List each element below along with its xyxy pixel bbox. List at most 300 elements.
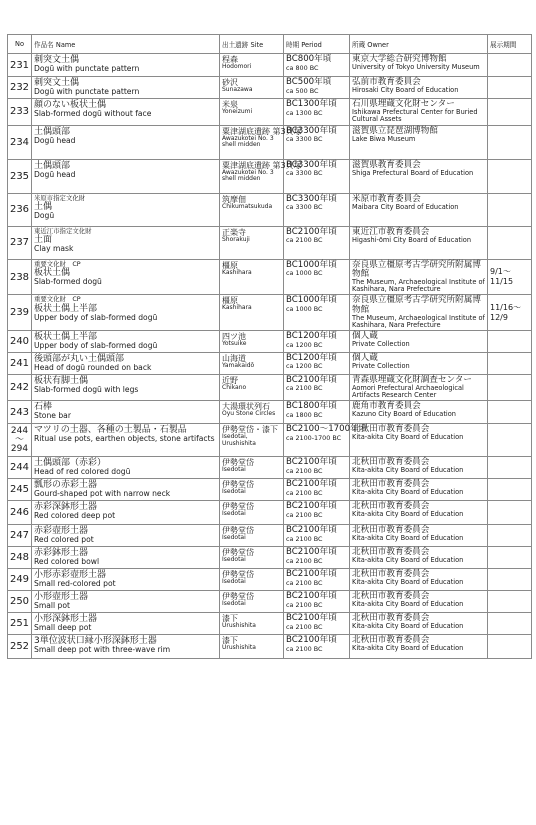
site-en: Isedotai	[222, 510, 246, 518]
cell-period	[284, 193, 350, 226]
item-name-jp: 小形赤彩壺形土器	[34, 570, 107, 581]
cell-name	[32, 77, 220, 99]
cell-period	[284, 401, 350, 424]
owner-jp: 北秋田市教育委員会	[352, 424, 430, 435]
site-en: Kashihara	[222, 304, 252, 312]
site-en: Isedotai	[222, 466, 246, 474]
item-name-jp: 3単位波状口縁小形深鉢形土器	[34, 636, 157, 647]
period-en: ca 1200 BC	[286, 362, 323, 371]
site-jp: 漆下	[222, 636, 238, 646]
cell-exhibit-period	[488, 77, 532, 99]
cell-no: 238	[8, 259, 32, 295]
item-name-en: Slab-formed dogū without face	[34, 109, 152, 118]
cell-period	[284, 424, 368, 457]
cell-name	[32, 479, 220, 501]
period-jp: BC800年頃	[286, 54, 332, 64]
cell-site	[220, 501, 284, 525]
owner-en: Kita-akita City Board of Education	[352, 600, 464, 609]
owner-en: Higashi-ōmi City Board of Education	[352, 235, 471, 244]
cell-owner	[350, 591, 488, 613]
item-name-jp: 板状土偶上半部	[34, 332, 98, 343]
item-name-jp: 後頭部が丸い土偶頭部	[34, 353, 125, 364]
cell-site	[220, 295, 284, 331]
cell-period	[284, 635, 350, 659]
cell-no: 248	[8, 547, 32, 569]
period-en: ca 2100 BC	[286, 556, 323, 565]
site-jp: 近野	[222, 375, 238, 385]
cell-site	[220, 525, 284, 547]
cell-name	[32, 331, 220, 352]
cell-site	[220, 125, 302, 159]
table-row	[8, 635, 532, 659]
cell-period	[284, 77, 350, 99]
period-en: ca 1200 BC	[286, 340, 323, 349]
period-jp: BC2100～1700年頃	[286, 424, 368, 435]
item-name-jp: 赤彩深鉢形土器	[34, 502, 98, 513]
site-jp: 大湯環状列石	[222, 402, 270, 412]
cell-site	[220, 547, 284, 569]
table-row	[8, 295, 532, 331]
header-site-en: Site	[250, 41, 264, 49]
table-row	[8, 352, 532, 374]
owner-en: Lake Biwa Museum	[352, 134, 416, 143]
cell-exhibit-period	[488, 226, 532, 259]
owner-en: Kita-akita City Board of Education	[352, 510, 464, 519]
item-name-en: Slab-formed dogū with legs	[34, 384, 139, 394]
site-en: Isedotai	[222, 534, 246, 542]
period-jp: BC2100年頃	[286, 569, 337, 580]
cell-exhibit-period	[488, 591, 532, 613]
item-name-en: Small deep pot	[34, 623, 92, 633]
item-name-jp: マツリの土器、各種の土製品・石製品	[34, 425, 187, 436]
cell-period	[284, 54, 350, 77]
table-row	[8, 331, 532, 352]
cell-owner	[350, 479, 488, 501]
site-en: Oyu Stone Circles	[222, 410, 276, 418]
owner-jp: 弘前市教育委員会	[352, 77, 421, 87]
cell-no: 250	[8, 591, 32, 613]
period-jp: BC2100年頃	[286, 591, 337, 602]
site-jp: 山海道	[222, 353, 246, 363]
cell-no: 236	[8, 193, 32, 226]
period-en: ca 2100 BC	[286, 644, 323, 653]
cell-period	[284, 479, 350, 501]
cell-no: 233	[8, 99, 32, 126]
period-jp: BC1300年頃	[286, 99, 337, 109]
owner-en: Kita-akita City Board of Education	[352, 488, 464, 497]
cell-name	[32, 159, 220, 193]
period-jp: BC2100年頃	[286, 525, 337, 536]
exhibit-table	[7, 34, 532, 659]
cell-no: 251	[8, 613, 32, 635]
site-en: Urushishita	[222, 622, 256, 630]
cell-exhibit-period	[488, 193, 532, 226]
site-jp: 橿原	[222, 260, 238, 270]
cell-exhibit-period	[488, 401, 532, 424]
cell-exhibit-period	[488, 54, 532, 77]
table-row	[8, 424, 532, 457]
period-en: ca 1000 BC	[286, 305, 323, 314]
owner-en: Kazuno City Board of Education	[352, 410, 456, 419]
site-en: Isedotai	[222, 600, 246, 608]
table-row	[8, 547, 532, 569]
site-jp: 伊勢堂岱	[222, 480, 254, 490]
cell-period	[284, 569, 350, 591]
header-period-jp: 時期	[286, 41, 300, 49]
cell-owner	[350, 525, 488, 547]
site-jp: 程森	[222, 55, 238, 64]
owner-jp: 東近江市教育委員会	[352, 226, 430, 237]
cell-owner	[350, 295, 488, 331]
site-en: Isedotai	[222, 578, 246, 586]
table-row	[8, 125, 532, 159]
period-jp: BC1000年頃	[286, 259, 337, 270]
owner-en: Kita-akita City Board of Education	[352, 578, 464, 587]
item-name-jp: 瓢形の赤彩土器	[34, 480, 98, 491]
owner-en: The Museum, Archaeological Institute of Kashihara, Nara Prefecture	[352, 313, 485, 330]
owner-jp: 青森県埋蔵文化財調査センター	[352, 374, 472, 385]
cell-period	[284, 295, 350, 331]
owner-en: Kita-akita City Board of Education	[352, 644, 464, 653]
owner-jp: 奈良県立橿原考古学研究所附属博物館	[352, 295, 481, 315]
cell-no: 240	[8, 331, 32, 352]
cell-site	[220, 193, 284, 226]
designation-note: 重要文化財 CP	[34, 295, 81, 304]
item-name-en: Dogū with punctate pattern	[34, 64, 140, 73]
cell-no: 235	[8, 159, 32, 193]
item-name-en: Small red-colored pot	[34, 579, 116, 589]
table-row	[8, 77, 532, 99]
period-en: ca 2100 BC	[286, 466, 323, 475]
period-en: ca 2100 BC	[286, 534, 323, 543]
cell-period	[284, 259, 350, 295]
owner-en: Kita-akita City Board of Education	[352, 556, 464, 565]
cell-exhibit-period	[488, 569, 532, 591]
item-name-en: Head of red colored dogū	[34, 467, 131, 477]
item-name-en: Dogū head	[34, 169, 76, 179]
table-row	[8, 99, 532, 126]
table-row	[8, 591, 532, 613]
owner-jp: 石川県埋蔵文化財センター	[352, 99, 455, 109]
cell-period	[284, 352, 350, 374]
site-en: Chikumatsukuda	[222, 202, 273, 210]
cell-owner	[350, 125, 488, 159]
site-jp: 伊勢堂岱	[222, 458, 254, 468]
cell-name	[32, 613, 220, 635]
cell-no: 243	[8, 401, 32, 424]
cell-no: 237	[8, 226, 32, 259]
site-jp: 粟津湖底遺跡 第3貝塚	[222, 160, 302, 170]
table-row	[8, 525, 532, 547]
cell-period	[284, 159, 350, 193]
exhibit-list-page	[7, 34, 531, 659]
table-row	[8, 54, 532, 77]
cell-exhibit-period	[488, 613, 532, 635]
owner-jp: 鹿角市教育委員会	[352, 401, 421, 412]
cell-exhibit-period	[488, 352, 532, 374]
owner-jp: 北秋田市教育委員会	[352, 501, 430, 512]
period-jp: BC500年頃	[286, 77, 332, 87]
cell-site	[220, 226, 284, 259]
cell-no: 242	[8, 374, 32, 401]
site-en: Isedotai, Urushishita	[222, 433, 256, 448]
cell-site	[220, 569, 284, 591]
period-en: ca 2100 BC	[286, 488, 323, 497]
item-name-jp: 板状土偶上半部	[34, 303, 98, 314]
item-name-en: Dogū head	[34, 135, 76, 145]
cell-period	[284, 547, 350, 569]
header-owner-jp: 所蔵	[352, 41, 366, 49]
item-name-jp: 板状土偶	[34, 267, 71, 278]
cell-site	[220, 479, 284, 501]
cell-period	[284, 457, 350, 479]
site-en: Yotsuike	[222, 340, 247, 348]
period-en: ca 800 BC	[286, 63, 319, 72]
table-row	[8, 401, 532, 424]
site-jp: 米泉	[222, 100, 238, 109]
site-en: Hodomori	[222, 63, 252, 70]
item-name-jp: 赤彩壺形土器	[34, 526, 89, 537]
period-en: ca 3300 BC	[286, 135, 323, 144]
cell-name	[32, 635, 220, 659]
cell-exhibit-period	[488, 479, 532, 501]
owner-en: Kita-akita City Board of Education	[352, 466, 464, 475]
owner-jp: 北秋田市教育委員会	[352, 525, 430, 536]
site-en: Yamakaidō	[222, 361, 255, 369]
header-name	[32, 35, 220, 54]
cell-name	[32, 374, 220, 401]
header-site-jp: 出土遺跡	[222, 41, 249, 49]
cell-no: 241	[8, 352, 32, 374]
period-en: ca 2100-1700 BC	[286, 433, 342, 442]
period-en: ca 1800 BC	[286, 410, 323, 419]
owner-en: Kita-akita City Board of Education	[352, 433, 464, 442]
cell-name	[32, 54, 220, 77]
site-jp: 伊勢堂岱	[222, 502, 254, 512]
cell-name	[32, 125, 220, 159]
owner-jp: 北秋田市教育委員会	[352, 635, 430, 646]
site-en: Isedotai	[222, 488, 246, 496]
cell-site	[220, 613, 284, 635]
cell-name	[32, 569, 220, 591]
item-name-jp: 赤彩鉢形土器	[34, 548, 89, 559]
site-jp: 砂沢	[222, 78, 238, 87]
cell-exhibit-period	[488, 501, 532, 525]
cell-name	[32, 591, 220, 613]
cell-site	[220, 352, 284, 374]
header-name-jp: 作品名	[34, 41, 54, 49]
cell-exhibit-period	[488, 424, 532, 457]
table-row	[8, 259, 532, 295]
owner-en: Private Collection	[352, 340, 410, 349]
period-jp: BC2100年頃	[286, 226, 337, 237]
site-en: Awazukotei No. 3 shell midden	[222, 168, 274, 183]
cell-site	[220, 259, 284, 295]
item-name-jp: 板状有脚土偶	[34, 375, 89, 386]
header-owner-en: Owner	[367, 41, 389, 49]
cell-period	[284, 374, 350, 401]
period-jp: BC2100年頃	[286, 479, 337, 490]
cell-no: 232	[8, 77, 32, 99]
table-row	[8, 457, 532, 479]
owner-en: Ishikawa Prefectural Center for Buried Cultural Assets	[352, 108, 478, 124]
owner-jp: 北秋田市教育委員会	[352, 457, 430, 468]
item-name-jp: 石棒	[34, 402, 53, 413]
period-jp: BC2100年頃	[286, 374, 337, 385]
table-row	[8, 613, 532, 635]
item-name-en: Dogū	[34, 210, 55, 220]
cell-no: 234	[8, 125, 32, 159]
site-en: Sunazawa	[222, 86, 253, 93]
cell-name	[32, 99, 220, 126]
site-en: Awazukotei No. 3 shell midden	[222, 134, 274, 149]
item-name-en: Red colored deep pot	[34, 511, 116, 521]
designation-note: 重要文化財 CP	[34, 259, 81, 268]
cell-site	[220, 77, 284, 99]
site-jp: 伊勢堂岱・漆下	[222, 425, 278, 435]
period-jp: BC3300年頃	[286, 125, 337, 136]
owner-jp: 滋賀県立琵琶湖博物館	[352, 125, 438, 136]
owner-jp: 北秋田市教育委員会	[352, 591, 430, 602]
designation-note: 米原市指定文化財	[34, 193, 86, 202]
cell-owner	[350, 331, 488, 352]
period-jp: BC1200年頃	[286, 352, 337, 363]
cell-name	[32, 457, 220, 479]
owner-jp: 北秋田市教育委員会	[352, 547, 430, 558]
owner-jp: 個人蔵	[352, 352, 378, 363]
cell-period	[284, 525, 350, 547]
owner-en: Private Collection	[352, 361, 410, 370]
item-name-jp: 刺突文土偶	[34, 55, 80, 65]
owner-jp: 北秋田市教育委員会	[352, 569, 430, 580]
cell-owner	[350, 159, 488, 193]
cell-exhibit-period	[488, 374, 532, 401]
cell-no: 231	[8, 54, 32, 77]
cell-name	[32, 501, 220, 525]
cell-name	[32, 547, 220, 569]
item-name-en: Gourd-shaped pot with narrow neck	[34, 489, 171, 499]
cell-site	[220, 331, 284, 352]
cell-name	[32, 401, 220, 424]
owner-jp: 個人蔵	[352, 331, 378, 342]
cell-site	[220, 591, 284, 613]
header-period	[284, 35, 350, 54]
period-jp: BC2100年頃	[286, 457, 337, 468]
period-jp: BC2100年頃	[286, 613, 337, 624]
item-name-en: Clay mask	[34, 243, 74, 253]
cell-site	[220, 374, 284, 401]
period-jp: BC1000年頃	[286, 295, 337, 306]
period-en: ca 2100 BC	[286, 622, 323, 631]
item-name-jp: 刺突文土偶	[34, 78, 80, 88]
period-en: ca 1000 BC	[286, 269, 323, 278]
site-en: Urushishita	[222, 644, 256, 652]
cell-exhibit-period	[488, 635, 532, 659]
cell-exhibit-period	[488, 159, 532, 193]
header-owner	[350, 35, 488, 54]
table-row	[8, 226, 532, 259]
cell-name	[32, 226, 220, 259]
cell-owner	[350, 401, 488, 424]
cell-owner	[350, 547, 488, 569]
table-row	[8, 569, 532, 591]
site-jp: 伊勢堂岱	[222, 548, 254, 558]
owner-jp: 北秋田市教育委員会	[352, 613, 430, 624]
cell-site	[220, 401, 284, 424]
owner-en: The Museum, Archaeological Institute of Kashihara, Nara Prefecture	[352, 278, 485, 294]
owner-jp: 滋賀県教育委員会	[352, 159, 421, 170]
item-name-jp: 土偶頭部	[34, 160, 71, 171]
owner-en: University of Tokyo University Museum	[352, 63, 480, 72]
period-en: ca 3300 BC	[286, 169, 323, 178]
cell-site	[220, 424, 284, 457]
table-row	[8, 479, 532, 501]
cell-owner	[350, 569, 488, 591]
site-jp: 四ツ池	[222, 332, 246, 342]
cell-no: 244	[8, 457, 32, 479]
item-name-jp: 小形壺形土器	[34, 592, 89, 603]
cell-exhibit-period	[488, 99, 532, 126]
item-name-jp: 土偶頭部	[34, 126, 71, 137]
cell-owner	[350, 424, 488, 457]
cell-exhibit-period: 9/1～11/15	[488, 259, 532, 295]
owner-en: Shiga Prefectural Board of Education	[352, 168, 474, 177]
table-row	[8, 374, 532, 401]
cell-site	[220, 635, 284, 659]
cell-owner	[350, 226, 488, 259]
period-en: ca 1300 BC	[286, 108, 323, 117]
cell-exhibit-period	[488, 125, 532, 159]
period-jp: BC2100年頃	[286, 547, 337, 558]
period-jp: BC2100年頃	[286, 635, 337, 646]
header-site	[220, 35, 284, 54]
table-row	[8, 501, 532, 525]
table-header	[8, 35, 532, 54]
cell-no: 247	[8, 525, 32, 547]
cell-name	[32, 193, 220, 226]
cell-name	[32, 525, 220, 547]
owner-en: Aomori Prefectural Archaeological Artifacts Research Center	[352, 383, 464, 400]
cell-name	[32, 259, 220, 295]
item-name-jp: 土偶	[34, 201, 53, 212]
table-row	[8, 159, 532, 193]
item-name-en: Slab-formed dogū	[34, 276, 102, 286]
cell-exhibit-period	[488, 331, 532, 352]
item-name-en: Stone bar	[34, 411, 71, 421]
cell-name	[32, 352, 220, 374]
item-name-en: Ritual use pots, earthen objects, stone artifacts	[34, 434, 215, 444]
site-jp: 粟津湖底遺跡 第3貝塚	[222, 126, 302, 136]
cell-owner	[350, 635, 488, 659]
site-en: Kashihara	[222, 268, 252, 276]
item-name-jp: 土面	[34, 234, 53, 245]
cell-site	[220, 54, 284, 77]
cell-no: 249	[8, 569, 32, 591]
period-en: ca 500 BC	[286, 86, 319, 95]
cell-owner	[350, 501, 488, 525]
header-name-en: Name	[55, 41, 76, 49]
item-name-en: Upper body of slab-formed dogū	[34, 312, 158, 322]
cell-owner	[350, 457, 488, 479]
period-en: ca 2100 BC	[286, 510, 323, 519]
cell-owner	[350, 613, 488, 635]
period-jp: BC1800年頃	[286, 401, 337, 412]
site-en: Chikano	[222, 383, 247, 391]
cell-period	[284, 125, 350, 159]
item-name-jp: 顔のない板状土偶	[34, 100, 107, 110]
site-jp: 漆下	[222, 614, 238, 624]
item-name-en: Small deep pot with three-wave rim	[34, 645, 171, 655]
